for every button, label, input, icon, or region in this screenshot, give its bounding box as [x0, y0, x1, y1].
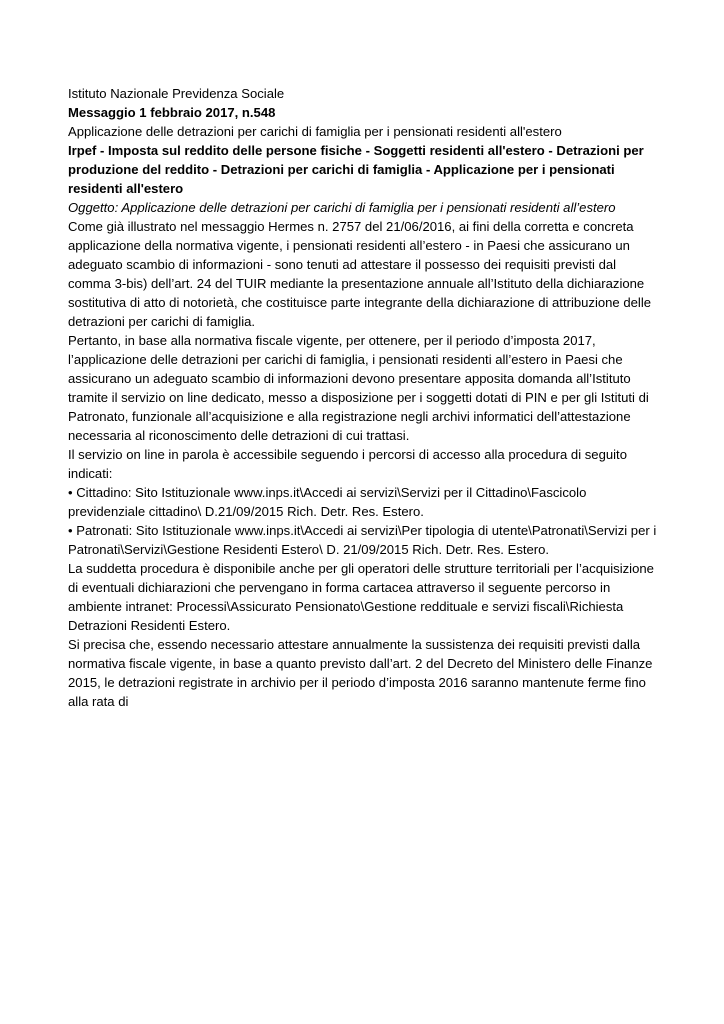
- paragraph-intro: Come già illustrato nel messaggio Hermes n. 2757 del 21/06/2016, ai fini della corretta e concreta applicazione della normativa vigente, i pensionati residenti all’estero - in Paesi che assicurano un adeguato scambio di informazioni - sono tenuti ad attestare il possesso dei requisiti previsti dal comma 3-bis) dell’art. 24 del TUIR mediante la presentazione annuale all’Istituto della dichiarazione sostitutiva di atto di notorietà, che costituisce parte integrante della dichiarazione di attribuzione delle detrazioni per carichi di famiglia.: [68, 219, 652, 329]
- bullet-cittadino: • Cittadino: Sito Istituzionale www.inps.it\Accedi ai servizi\Servizi per il Cittadino\Fascicolo previdenziale cittadino\ D.21/09/2015 Rich. Detr. Res. Estero.: [68, 485, 587, 519]
- bullet-patronati: • Patronati: Sito Istituzionale www.inps.it\Accedi ai servizi\Per tipologia di utente\Patronati\Servizi per i Patronati\Servizi\Gestione Residenti Estero\ D. 21/09/2015 Rich. Detr. Res. Estero.: [68, 523, 657, 557]
- message-title: Messaggio 1 febbraio 2017, n.548: [68, 105, 276, 120]
- paragraph-annual-attestation: Si precisa che, essendo necessario attestare annualmente la sussistenza dei requisiti previsti dalla normativa fiscale vigente, in base a quanto previsto dall’art. 2 del Decreto del Ministero delle Finanze 2015, le detrazioni registrate in archivio per il periodo d’imposta 2016 saranno mantenute ferme fino alla rata di: [68, 637, 653, 709]
- paragraph-requirements: Pertanto, in base alla normativa fiscale vigente, per ottenere, per il periodo d’imposta 2017, l’applicazione delle detrazioni per carichi di famiglia, i pensionati residenti all’estero in Paesi che assicurano un adeguato scambio di informazioni devono presentare apposita domanda all’Istituto tramite il servizio on line dedicato, messo a disposizione per i soggetti dotati di PIN e per gli Istituti di Patronato, funzionale all’acquisizione e alla registrazione negli archivi informatici dell’attestazione necessaria al riconoscimento delle detrazioni di cui trattasi.: [68, 333, 649, 443]
- keywords-heading: Irpef - Imposta sul reddito delle persone fisiche - Soggetti residenti all'estero - Detrazioni per produzione del reddito - Detrazioni per carichi di famiglia - Applicazione per i pensionati residenti all'estero: [68, 143, 644, 196]
- paragraph-intranet: La suddetta procedura è disponibile anche per gli operatori delle strutture territoriali per l’acquisizione di eventuali dichiarazioni che pervengano in forma cartacea attraverso il seguente percorso in ambiente intranet: Processi\Assicurato Pensionato\Gestione reddituale e servizi fiscali\Richiesta Detrazioni Residenti Estero.: [68, 561, 654, 633]
- document-page: [68, 84, 658, 711]
- paragraph-service-access: Il servizio on line in parola è accessibile seguendo i percorsi di accesso alla procedura di seguito indicati:: [68, 447, 627, 481]
- document-subject: Applicazione delle detrazioni per carichi di famiglia per i pensionati residenti all'estero: [68, 124, 562, 139]
- object-line: Oggetto: Applicazione delle detrazioni per carichi di famiglia per i pensionati residenti all’estero: [68, 200, 616, 215]
- institute-name: Istituto Nazionale Previdenza Sociale: [68, 86, 285, 101]
